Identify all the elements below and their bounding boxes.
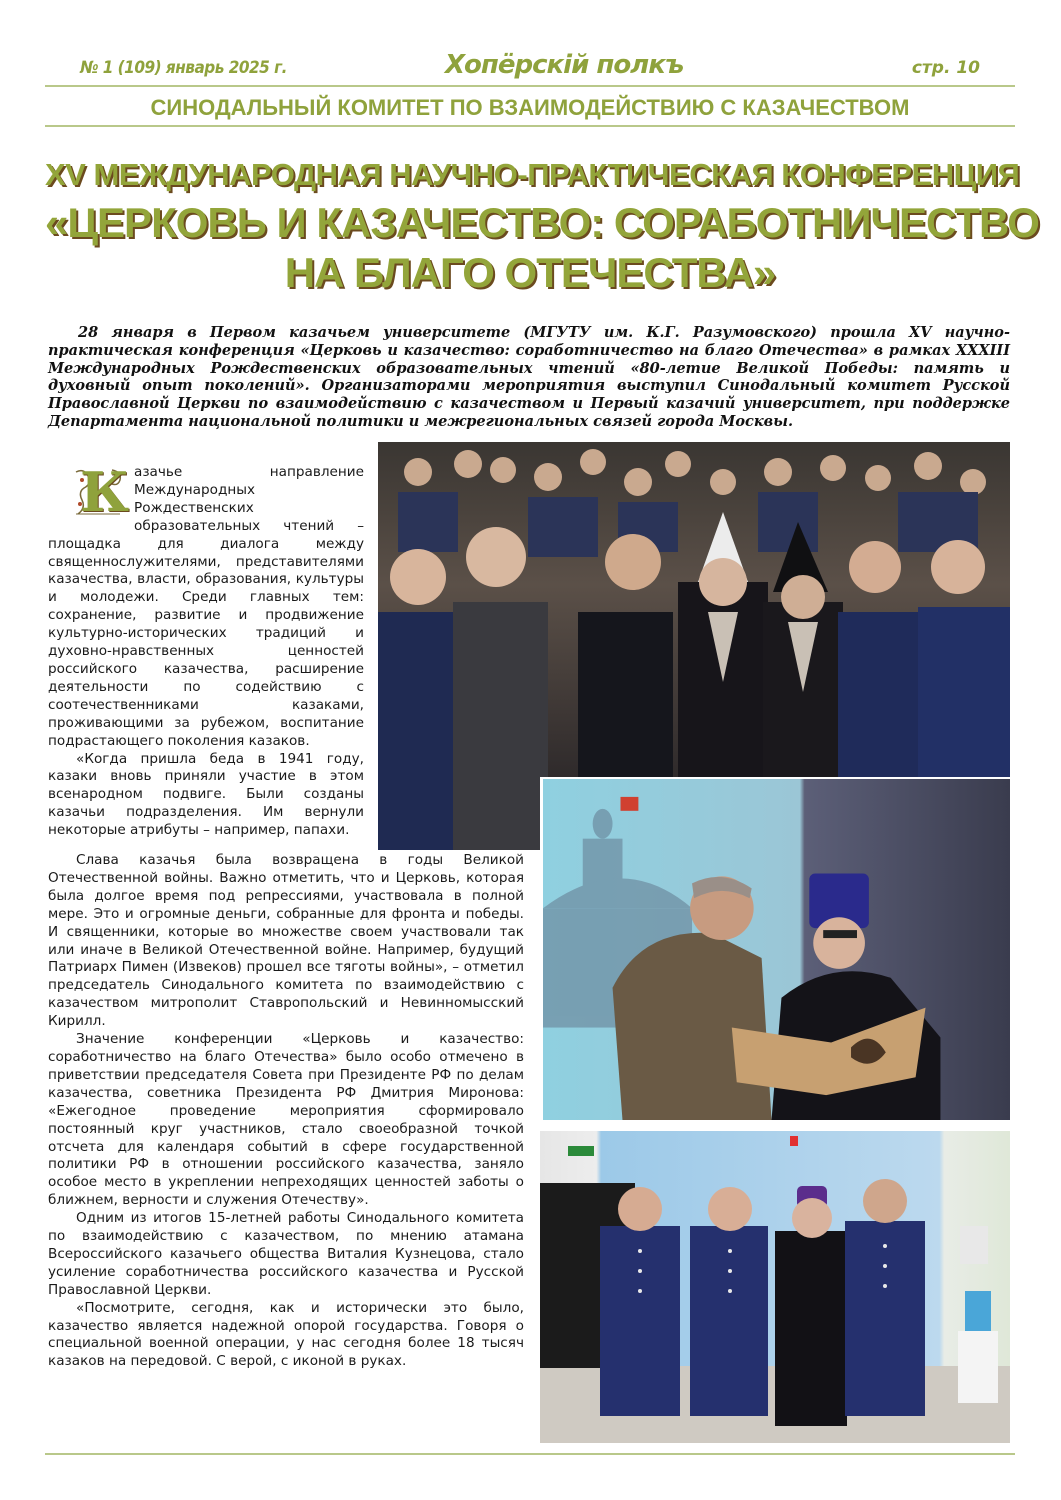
headline-line-1: XV МЕЖДУНАРОДНАЯ НАУЧНО-ПРАКТИЧЕСКАЯ КОНФЕРЕНЦИЯ — [45, 157, 1020, 192]
paragraph-3: Слава казачья была возвращена в годы Великой Отечественной войны. Важно отметить, что и Церковь, которая была долгое время под репрессиями, участвовала в полной мере. Это и огромные деньги, собранные для фронта и победы. И священники, которые во множестве своем участвовали так или иначе в Великой Отечественной войне. Например, будущий Патриарх Пимен (Извеков) прошел все тяготы войны», – отметил председатель Синодального комитета по взаимодействию с казачеством митрополит Ставропольский и Невинномысский Кирилл. — [48, 852, 524, 1030]
issue-number: № 1 (109) январь 2025 г. — [80, 58, 287, 78]
article-column-bottom — [48, 852, 524, 1371]
article-lead: 28 января в Первом казачьем университете (МГУТУ им. К.Г. Разумовского) прошла XV научно-практическая конференция «Церковь и казачество: соработничество на благо Отечества» в рамках XXXIII Международных Рождественских образовательных чтений «80-летие Великой Победы: память и духовный опыт поколений». Организаторами мероприятия выступил Синодальный комитет Русской Православной Церкви по взаимодействию с казачеством и Первый казачий университет, при поддержке Департамента национальной политики и межрегиональных связей города Москвы. — [48, 324, 1010, 430]
header-divider — [45, 85, 1015, 87]
newspaper-title: Хопёрскiй полкъ — [445, 50, 684, 80]
group-portrait-photo — [540, 1131, 1010, 1443]
article-headline — [45, 152, 1039, 298]
paragraph-1 — [48, 460, 364, 751]
page-header — [45, 50, 1015, 86]
paragraph-5: Одним из итогов 15-летней работы Синодального комитета по взаимодействию с казачеством, по мнению атамана Всероссийского казачьего общества Виталия Кузнецова, стало усиление соработничества российского казачества и Русской Православной Церкви. — [48, 1210, 524, 1298]
footer-divider — [45, 1453, 1015, 1455]
paragraph-6: «Посмотрите, сегодня, как и исторически это было, казачество является надежной опорой государства. Говоря о специальной военной операции, у нас сегодня более 18 тысяч казаков на передовой. С верой, с иконой в руках. — [48, 1299, 524, 1370]
paragraph-1-text: азачье направление Международных Рождественских образовательных чтений – площадка для диалога между священнослужителями, представителями казачества, власти, образования, культуры и молодежи. Среди главных тем: сохранение, развитие и продвижение культурно-исторических традиций и духовно-нравственных ценностей российского казачества, расширение деятельности по содействию с соотечественниками казаками, проживающими за рубежом, воспитание подрастающего поколения казаков. — [48, 464, 364, 749]
page-number: стр. 10 — [911, 58, 980, 78]
paragraph-4: Значение конференции «Церковь и казачество: соработничество на благо Отечества» было особо отмечено в приветствии председателя Совета при Президенте РФ по делам казачества, советника Президента РФ Дмитрия Миронова: «Ежегодное проведение мероприятия сформировало постоянный круг участников, стало своеобразной точкой отсчета для календаря событий в сфере государственной политики РФ в отношении российского казачества, заняло особое место в укреплении непреходящих ценностей заботы о ближнем, верности и служения Отечеству». — [48, 1031, 524, 1209]
dropcap-ornament — [72, 460, 130, 524]
article-column-top — [48, 460, 364, 850]
section-title: СИНОДАЛЬНЫЙ КОМИТЕТ ПО ВЗАИМОДЕЙСТВИЮ С КАЗАЧЕСТВОМ — [150, 95, 910, 120]
paragraph-2: «Когда пришла беда в 1941 году, казаки вновь приняли участие в этом всенародном подвиге. Были созданы казачьи подразделения. Им вернули некоторые атрибуты – например, папахи. — [48, 750, 364, 839]
headline-line-2: «ЦЕРКОВЬ И КАЗАЧЕСТВО: СОРАБОТНИЧЕСТВО — [45, 199, 1039, 246]
dropcap-letter: К — [80, 460, 130, 524]
award-presentation-photo — [540, 777, 1010, 1120]
section-divider — [45, 125, 1015, 127]
headline-line-3: НА БЛАГО ОТЕЧЕСТВА» — [284, 249, 776, 296]
